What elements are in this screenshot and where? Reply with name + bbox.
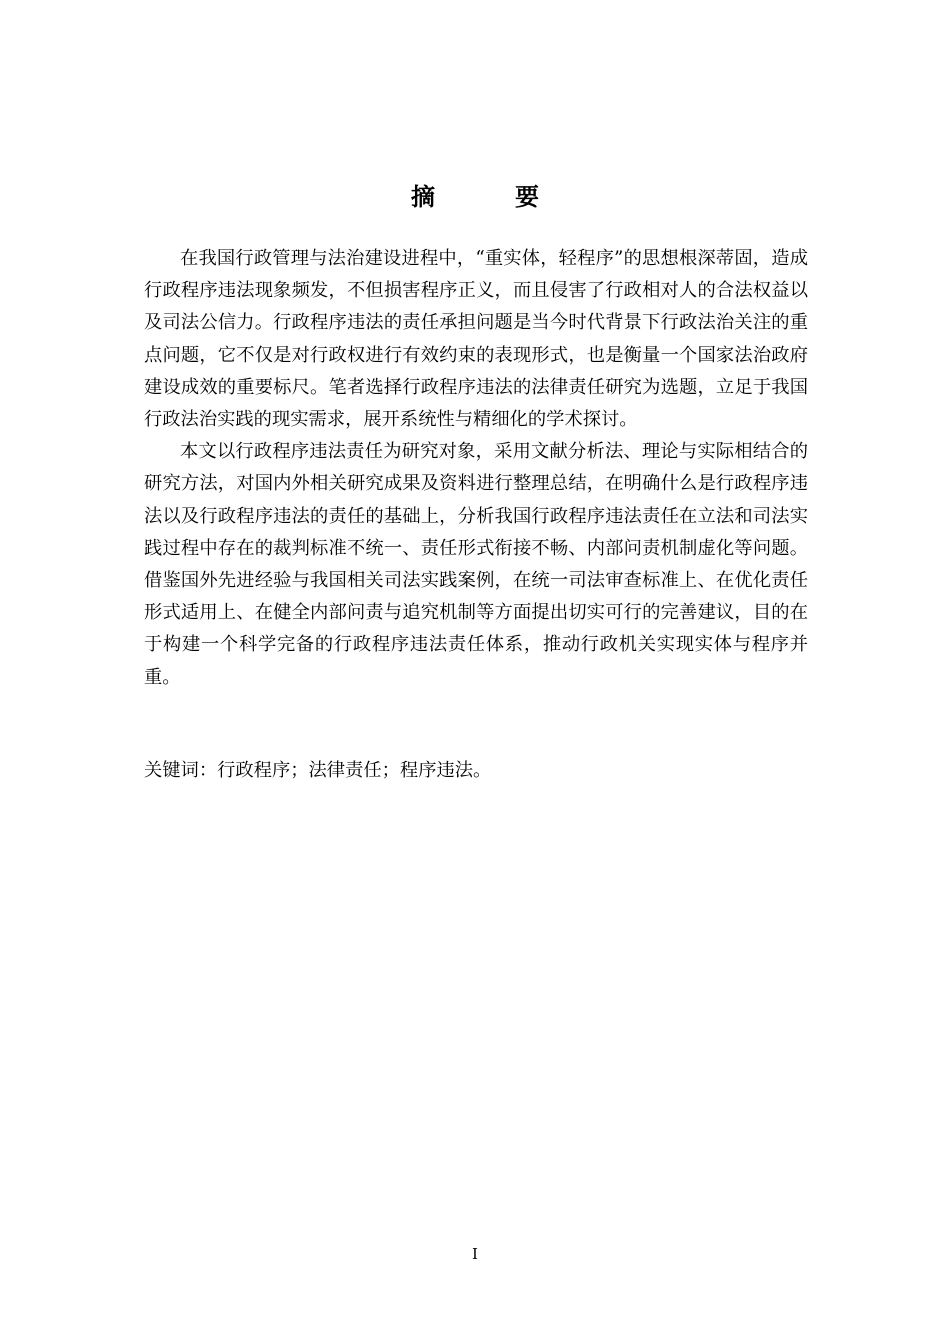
keywords-value: 行政程序；法律责任；程序违法。	[217, 760, 492, 781]
abstract-paragraph-2: 本文以行政程序违法责任为研究对象，采用文献分析法、理论与实际相结合的研究方法，对国内外相关研究成果及资料进行整理总结，在明确什么是行政程序违法以及行政程序违法的责任的基础上，分析我国行政程序违法责任在立法和司法实践过程中存在的裁判标准不统一、责任形式衔接不畅、内部问责机制虚化等问题。借鉴国外先进经验与我国相关司法实践案例，在统一司法审查标准上、在优化责任形式适用上、在健全内部问责与追究机制等方面提出切实可行的完善建议，目的在于构建一个科学完备的行政程序违法责任体系，推动行政机关实现实体与程序并重。	[144, 441, 808, 688]
keywords-label: 关键词：	[144, 760, 218, 781]
page-title: 摘 要	[411, 183, 567, 211]
page-number: I	[472, 1245, 478, 1263]
abstract-body	[144, 243, 808, 694]
abstract-paragraph-1: 在我国行政管理与法治建设进程中，“重实体，轻程序”的思想根深蒂固，造成行政程序违法现象频发，不但损害程序正义，而且侵害了行政相对人的合法权益以及司法公信力。行政程序违法的责任承担问题是当今时代背景下行政法治关注的重点问题，它不仅是对行政权进行有效约束的表现形式，也是衡量一个国家法治政府建设成效的重要标尺。笔者选择行政程序违法的法律责任研究为选题，立足于我国行政法治实践的现实需求，展开系统性与精细化的学术探讨。	[144, 248, 808, 431]
keywords-line	[144, 755, 808, 787]
